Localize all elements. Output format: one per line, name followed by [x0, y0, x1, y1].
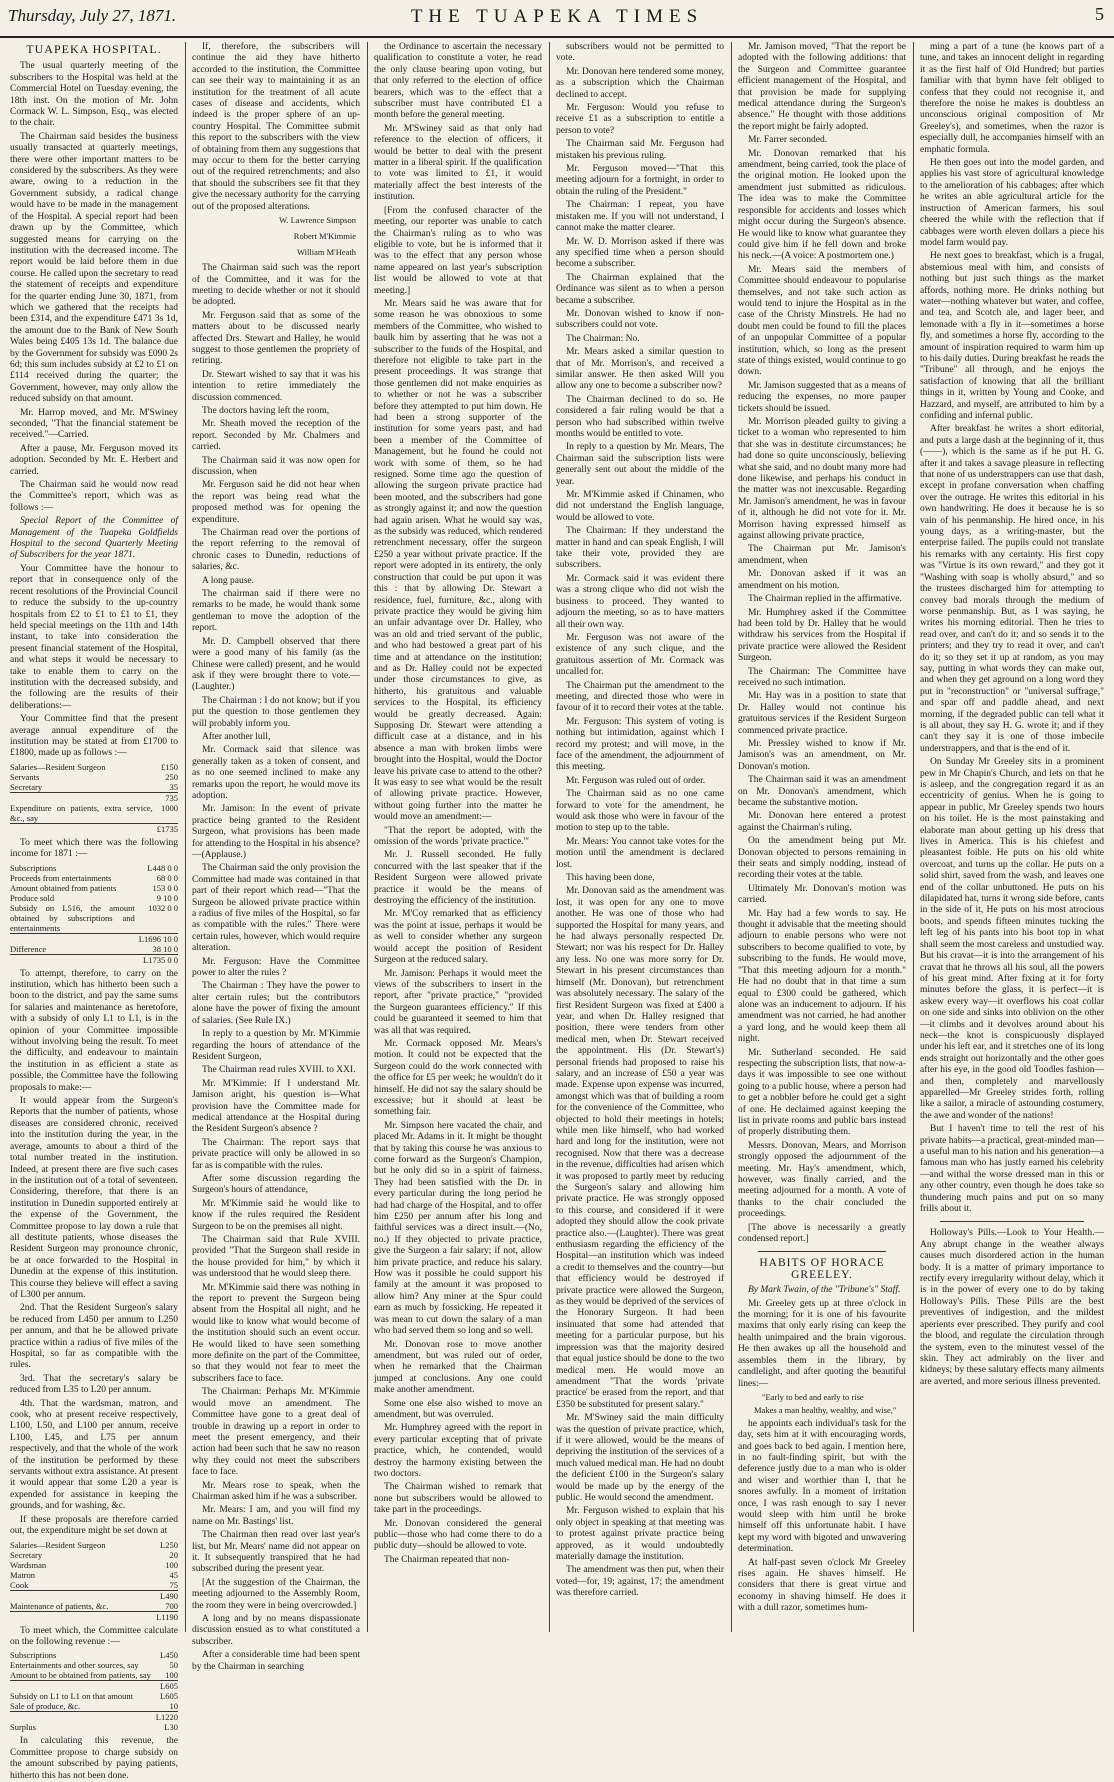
proposed-revenue-table: Subscriptions L450 Entertainments and other sources, say 50 Amount to be obtained from patients, say 100 L605 Subsidy on L1 to L1 on that amount L605 Sale of produce, &c. 10 L1220 Surplus L30: [10, 1650, 178, 1733]
paragraph: Mr. Jamison: In the event of private practice being granted to the Resident Surgeon, what provisions has been made for attending to the Hospital in his absence?—(Applause.): [192, 804, 360, 860]
paragraph: [At the suggestion of the Chairman, the meeting adjourned to the Assembly Room, the room they were in being overcrowded.]: [192, 1577, 360, 1611]
paragraph: In reply to a question by Mr. M'Kimmie regarding the hours of attendance of the Resident Surgeon,: [192, 1029, 360, 1062]
paragraph: Mr. M'Coy remarked that as efficiency was the point at issue, perhaps it would be as well to consider whether any surgeon would accept the position of Resident Surgeon at the reduced salary.: [374, 909, 542, 966]
paragraph: The Chairman repeated that non-: [384, 1554, 510, 1565]
paragraph: Mr. M'Kimmie asked if Chinamen, who did not understand the English language, would be allowed to vote.: [556, 490, 724, 523]
paragraph: The chairman said if there were no remarks to be made, he would thank some gentleman to move the adoption of the report.: [192, 589, 360, 634]
quote-line: "Early to bed and early to rise: [762, 1391, 864, 1402]
paragraph: The Chairman said Mr. Ferguson had mistaken his previous ruling.: [556, 139, 724, 161]
paragraph: 4th. That the wardsman, matron, and cook, who at present receive respectively, L100, L50, and L100 per annum, receive L100, L45, and L75 per annum respectively, and that the whole of the work of the institution be performed by these servants without extra assistance. At present it would appear that some L20 a year is expended for assistance in keeping the grounds, and for washing, &c.: [10, 1398, 178, 1512]
paragraph: The amendment was then put, when their voted—for, 19; against, 17; the amendment was therefore carried.: [556, 1565, 724, 1599]
proposed-expenditure-table: Salaries—Resident Surgeon L250 Secretary 20 Wardsman 100 Matron 45 Cook 75 L490 Maintenance of patients, &c. 700 L1190: [10, 1539, 178, 1622]
paragraph: subscribers would not be permitted to vote.: [556, 42, 724, 64]
paragraph: In reply to a question by Mr. Mears, The Chairman said the subscription lists were generally sent out about the middle of the year.: [556, 442, 724, 487]
paragraph: Mr. Mears asked a similar question to that of Mr. Morrison's, and received a similar answer. He then asked Will you allow any one to become a subscriber now?: [556, 347, 724, 392]
paragraph: Mr. Donovan here tendered some money, as a subscription which the Chairman declined to accept.: [556, 66, 724, 100]
paragraph: Mr. Ferguson was ruled out of order.: [566, 775, 706, 786]
paragraph: On Sunday Mr Greeley sits in a prominent pew in Mr Chapin's Church, and lets on that he is asleep, and the congregation regard it as an eccentricity of genius. When he is going to appear in public, Mr Greeley spends two hours on his toilet. He is the most painstaking and elaborate man about getting up his dress that lives in America. This is his chiefest and pleasantest foible. He puts on his old white overcoat, and turns up the collar. He puts on a solid shirt, saved from the wash, and leaves one end of the collar unbuttoned. He puts on his dilapidated hat, turns it wrong side before, cants in the side of it, He puts on his most atrocious boots, and spends fifteen minutes tucking the left leg of his pants into his boot top in what shall seem the most careless and unstudied way. But his cravat—it is into the arrangement of his cravat that he throws all his soul, all the powers of his great mind. After fixing at it for forty minutes before the glass, it is perfect—it is askew every way—it overflows his coat collar on one side and sinks into oblivion on the other—it climbs and it devolves around about his neck—the knot is conspicuously displayed under his left ear, and it stretches one of its long ends straight out horizontally and the other goes after his eye, in the good old Toodles fashion—and then, completely and marvellously apparelled—Mr Greeley strides forth, rolling like a sailor, a miracle of astounding costumery, the awe and wonder of the nations!: [920, 757, 1104, 1121]
paragraph: The Chairman read rules XVIII. to XXI.: [202, 1065, 356, 1076]
paragraph: The usual quarterly meeting of the subscribers to the Hospital was held at the Commercial Hotel on Tuesday evening, the 18th inst. On the motion of Mr. John Cormack W. L. Simpson, Esq., was elected to the chair.: [10, 61, 178, 129]
paragraph: The Chairman: The Committee have received no such intimation.: [738, 666, 906, 688]
paragraph: This having been done,: [566, 873, 655, 884]
paragraph: the Ordinance to ascertain the necessary qualification to constitute a voter, he read the only clause bearing upon voting, but that only referred to the election of office bearers, which was to the effect that a subscriber must have contributed £1 a month before the general meeting.: [374, 42, 542, 121]
column-rule: [185, 42, 186, 1632]
paragraph: The Chairman wished to remark that none but subscribers would be allowed to take part in the proceedings.: [374, 1482, 542, 1516]
paragraph: "That the report be adopted, with the omission of the words 'private practice.'": [374, 825, 542, 848]
paragraph: Mr. Morrison pleaded guilty to giving a ticket to a woman who represented to him that she was in destitute circumstances; he had done so quite unconsciously, believing what she said, and no doubt many more had done likewise, and perhaps his conduct in the matter was not inexcusable. Regarding Mr. Jamison's amendment, he was in favour of it, although he did not vote for it. Mr. Morrison having expressed himself as against allowing private practice,: [738, 417, 906, 542]
paragraph: On the amendment being put Mr. Donovan objected to persons remaining in their seats and simply nodding, instead of recording their votes at the table.: [738, 836, 906, 881]
column-rule: [549, 42, 550, 1632]
paragraph: But I haven't time to tell the rest of his private habits—a practical, great-minded man—a useful man to his nation and his generation—a famous man who has justly earned his celebrity—and withal the worse dressed man in this or any other country, even though he does take so thundering much pains and put on so many frills about it.: [920, 1124, 1104, 1215]
paragraph: The Chairman replied in the affirmative.: [748, 594, 902, 605]
paragraph: The Chairman said that Rule XVIII. provided "That the Surgeon shall reside in the house provided for him," by which it was understood that he would sleep there.: [192, 1235, 360, 1280]
paragraph: Mr. Ferguson wished to explain that his only object in speaking at that meeting was to protest against private practice being approved, as it would undoubtedly materially damage the institution.: [556, 1506, 724, 1562]
paragraph: The Chairman said it was an amendment on Mr. Donovan's amendment, which became the substantive motion.: [738, 775, 906, 808]
paragraph: Mr. Donovan rose to move another amendment, but was ruled out of order, when he remarked that the Chairman jumped at conclusions. Any one could make another amendment.: [374, 1339, 542, 1396]
paragraph: Mr. Ferguson moved—"That this meeting adjourn for a fortnight, in order to obtain the ruling of the President.": [556, 164, 724, 197]
page-number: 5: [1095, 4, 1104, 24]
column-5: [738, 42, 906, 1632]
holloway-advertisement: Holloway's Pills.—Look to Your Health.—Any abrupt change in the weather always causes much disordered action in the human body. It is a matter of primary importance to rectify every irregularity without delay, which it is in the power of every one to do by taking Holloway's Pills. These Pills are the best preventives of indigestion, and the mildest aperients ever prescribed. They purify and cool the blood, and regulate the circulation through the system, even to the minutest vessel of the skin. They act admirably on the liver and kidneys; by these salutary effects many ailments are averted, and more serious illness prevented.: [920, 1228, 1104, 1387]
paragraph: Mr. Ferguson: Would you refuse to receive £1 as a subscription to entitle a person to vote?: [556, 103, 724, 136]
paragraph: Mr. Sutherland seconded. He said respecting the subscription lists, that now-a-days it was impossible to see one without going to a public house, where a person had to get a nobbler before he could get a sight of one. He declaimed against keeping the list in private rooms and public bars instead of properly distributing them.: [738, 1047, 906, 1138]
paragraph: Mr. Donovan remarked that his amendment, being carried, took the place of the original motion. He looked upon the amendment just submitted as ridiculous. The idea was to make the Committee responsible for accidents and losses which might occur during the Surgeon's absence. He would like to know what guarantee they could give him if he fell down and broke his neck.—(A voice: A postmortem one.): [738, 148, 906, 262]
paragraph: Mr. M'Kimmie: If I understand Mr. Jamison aright, his question is—What provision have the Committee made for medical attendance at the Hospital during the Resident Surgeon's absence ?: [192, 1078, 360, 1135]
paragraph: Mr. Cormack said it was evident there was a strong clique who did not wish the business to proceed. They wanted to adjourn the meeting, so as to have matters all their own way.: [556, 573, 724, 630]
paragraph: After a considerable time had been spent by the Chairman in searching: [192, 1650, 360, 1672]
article-heading-greeley: HABITS OF HORACE GREELEY.: [759, 1257, 885, 1281]
paragraph: Mr. Mears said he was aware that for some reason he was obnoxious to some members of the Committee, who wished to baulk him by asserting that he was not a subscriber to the funds of the Hospital, and therefore not eligible to take part in the present proceedings. It was strange that those gentlemen did not make enquiries as to whether or not he was a subscriber before they attempted to put him down. He had been a strong supporter of the institution for some years past, and had been a member of the Committee of Management, but he found he could not work with some of them, so he had resigned. Some time ago the question of allowing the surgeon private practice had been mooted, and the subscribers had gone as strongly against it; and now the question had again arisen. What he would say was, as the subsidy was reduced, which rendered retrenchment necessary, offer the surgeon £250 a year without private practice. If the report were adopted in its entirety, the only construction that could be put upon it was this : that by allowing Dr. Stewart a residence, fuel, furniture, &c., along with private practice they would be giving him an unfair advantage over Dr. Halley, who was an old and tried servant of the public, and who had bestowed a great part of his time and at attendance on the institution; and as Dr. Halley could not be expected under those circumstances to give, as hitherto, his gratuitous and valuable services to the Hospital, its efficiency would be greatly decreased. Again: Supposing Dr. Stewart were attending a difficult case at a distance, and in his absence a man with broken limbs were brought into the Hospital, would the Doctor leave his private case to attend to the other? It was easy to see what would be the result of allowing private practice. However, without going further into the matter he would move an amendment:—: [374, 298, 542, 823]
paragraph: Mr. Ferguson was not aware of the existence of any such clique, and the gratuitous assertion of Mr. Cormack was uncalled for.: [556, 632, 724, 678]
paragraph: Mr. Hay had a few words to say. He thought it advisable that the meeting should adjourn to enable persons who were not subscribers to become qualified to vote, by subscribing to the funds. He would move, "That this meeting adjourn for a month." He had no doubt that in that time a sum equal to £300 could be gathered, which alone was an inducement to adjourn. If his amendment was not carried, he had another a yard long, and he would keep them all night.: [738, 908, 906, 1045]
paragraph: Mr. Donovan asked if it was an amendment on his motion.: [738, 569, 906, 591]
paragraph: He then goes out into the model garden, and applies his vast store of agricultural knowledge to the amelioration of his cabbages; after which he writes an able agricultural article for the instruction of American farmers, his soul cheered the while with the reflection that if cabbages were worth eleven dollars a piece his model farm would pay.: [920, 158, 1104, 248]
paragraph: Mr. Jamison suggested that as a means of reducing the expenses, no more pauper tickets should be issued.: [738, 380, 906, 414]
paragraph: If, therefore, the subscribers will continue the aid they have hitherto accorded to the institution, the Committee can see their way to maintaining it as an institution for the treatment of all acute cases of disease and accidents, which indeed is the proper sphere of an up-country Hospital. The Committee submit this report to the subscribers with the view of obtaining from them any suggestions that may occur to them for the better carrying out of the required retrenchments; and also that should the subscribers see fit that they give the necessary authority for the carrying out of the proposed alterations.: [192, 42, 360, 212]
paragraph: If these proposals are therefore carried out, the expenditure might be set down at: [10, 1514, 178, 1537]
paragraph: To attempt, therefore, to carry on the institution, which has hitherto been such a boon to the district, and pay the same sums for salaries and maintenance as heretofore, with a subsidy of only L1 to L1, is in the opinion of your Committee impossible without involving being the result. To meet the difficulty, and endeavour to maintain the institution in as efficient a state as possible, the Committee have the following proposals to make:—: [10, 968, 178, 1093]
signature: William M'Heath: [296, 247, 356, 258]
paragraph: To meet which there was the following income for 1871 :—: [10, 837, 178, 860]
paragraph: At half-past seven o'clock Mr Greeley rises again. He shaves himself. He considers that there is great virtue and economy in shaving himself. He does it with a dull razor, sometimes hum-: [738, 1557, 906, 1614]
paragraph: In calculating this revenue, the Committee propose to charge subsidy on the amount subscribed by paying patients, hitherto this has not been done.: [10, 1736, 178, 1781]
column-2: [192, 42, 360, 1672]
paragraph: After some discussion regarding the Surgeon's hours of attendance,: [192, 1173, 360, 1196]
paragraph: Some one else also wished to move an amendment, but was overruled.: [374, 1398, 542, 1420]
column-3: [374, 42, 542, 1632]
paragraph: The Chairman said it was now open for discussion, when: [192, 455, 360, 477]
paragraph: The doctors having left the room,: [202, 405, 330, 416]
paragraph: Mr. Mears: You cannot take votes for the motion until the amendment is declared lost.: [556, 836, 724, 870]
paragraph: 2nd. That the Resident Surgeon's salary be reduced from L450 per annum to L250 per annum, and that he be allowed private practice within a radius of five miles of the Hospital, so far as compatible with the rules.: [10, 1303, 178, 1371]
paragraph: Mr. Simpson here vacated the chair, and placed Mr. Adams in it. It might be thought that by taking this course he was anxious to come forward as the Surgeon's Champion, but he only did so in a spirit of fairness. They had been satisfied with the Dr. in every particular during the long period he had had charge of the Hospital, and to offer him £250 per annum after his long and faithful services was a direct insult.—(No, no.) If they objected to private practice, give the Surgeon a fair salary; if not, allow him private practice, and reduce his salary. How was it possible he could support his family at the amount it was proposed to allow him? Any miner at the Spur could earn as much by fossicking. He repeated it was mean to cut down the salary of a man who had served them so long and so well.: [374, 1120, 542, 1337]
issue-date: Thursday, July 27, 1871.: [8, 6, 177, 25]
paragraph: [The above is necessarily a greatly condensed report.]: [738, 1222, 906, 1245]
paragraph: The Chairman said such was the report of the Committee, and it was for the meeting to decide whether or not it should be adopted.: [192, 263, 360, 308]
expenditure-table: Salaries—Resident Surgeon £150 Servants 250 Secretary 35 735 Expenditure on patients, extra service, &c., say 1000 £1735: [10, 761, 178, 834]
paragraph: Mr. Cormack opposed Mr. Mears's motion. It could not be expected that the Surgeon could do the work connected with the office for £5 per week; he wouldn't do it himself. He did not say the salary should be excessive; but it should at least be something fair.: [374, 1038, 542, 1118]
paragraph: Mr. Cormack said that silence was generally taken as a token of consent, and as no one seemed inclined to make any remarks upon the report, he would move its adoption.: [192, 745, 360, 801]
paragraph: To meet which, the Committee calculate on the following revenue :—: [10, 1625, 178, 1647]
paragraph: Mr. Donovan here entered a protest against the Chairman's ruling.: [738, 811, 906, 833]
income-table: Subscriptions L448 0 0 Proceeds from entertainments 68 0 0 Amount obtained from patients 153 0 0 Produce sold 9 10 0 Subsidy on L516, the amount obtained by subscriptions and entertainments 1032 0 0 L1696 10 0 Difference 38 10 0 L1735 0 0: [10, 862, 178, 965]
column-1: [10, 42, 178, 1781]
paragraph: Dr. Stewart wished to say that it was his intention to retire immediately the discussion commenced.: [192, 369, 360, 403]
paragraph: He next goes to breakfast, which is a frugal, abstemious meal with him, and consists of nothing but just such things as the market affords, nothing more. He drinks nothing but water—nothing whatever but water, and coffee, and tea, and Scotch ale, and lager beer, and lemonade with a fly in it—sometimes a horse fly, and sometimes a horse fly, according to the amount of inspiration required to warm him up to his daily duties. During breakfast he reads the "Tribune" all through, and he enjoys the satisfaction of knowing that all the brilliant things in it, written by Young and Cooke, and Hazzard, and myself, are attributed to him by a confiding and infernal public.: [920, 251, 1104, 421]
paragraph: Mr. Mears: I am, and you will find my name on Mr. Bastings' list.: [192, 1505, 360, 1527]
paragraph: A long and by no means dispassionate discussion ensued as to what constituted a subscriber.: [192, 1614, 360, 1647]
paragraph: Mr. Ferguson: Have the Committee power to alter the rules ?: [192, 956, 360, 979]
paragraph: Mr. M'Swiney said as that only had reference to the election of officers, it would be better to deal with the present matter in a liberal spirit. If the qualification to vote was limited to £1, it would materially affect the best interests of the institution.: [374, 123, 542, 203]
paragraph: Mr. W. D. Morrison asked if there was any specified time when a person should become a subscriber.: [556, 236, 724, 270]
column-rule: [731, 42, 732, 1632]
paragraph: The Chairman : They have the power to alter certain rules; but the contributors alone have the power of fixing the amount of salaries. (See Rule IX.): [192, 981, 360, 1026]
report-title: Special Report of the Committee of Management of the Tuapeka Goldfields Hospital to the second Quarterly Meeting of Subscribers for the year 1871.: [10, 516, 178, 561]
newspaper-title: THE TUAPEKA TIMES: [410, 6, 704, 27]
paragraph: he appoints each individual's task for the day, sets him at it with encouraging words, and goes back to bed again. I mention here, in no fault-finding spirit, but with the deference justly due to a man who is older and wiser and worthier than I, that he snores awfully. In a moment of irritation once, I was rash enough to say I never would sleep with him until he broke himself off this unfortunate habit. I have kept my word with bigoted and unwavering determination.: [738, 1418, 906, 1555]
paragraph: The Chairman said besides the business usually transacted at quarterly meetings, there were other important matters to be considered by the subscribers. As they were aware, owing to a reduction in the Government subsidy, a radical change would have to be made in the management of the Hospital. A special report had been drawn up by the Committee, which suggested means for carrying on the institution with the decreased income. The report would be laid before them in due course. He called upon the secretary to read the statement of receipts and expenditure for the quarter ending June 30, 1871, from which we gathered that the receipts had been £314, and the expenditure £471 3s 1d, the amount due to the Bank of New South Wales being £405 13s 1d. The balance due by the Government for subsidy was £090 2s 6d; this sum includes subsidy at £2 to £1 on £114 received during the quarter; the Government, however, may only allow the reduced subsidy on that amount.: [10, 131, 178, 405]
paragraph: Mr. Humphrey agreed with the report in every particular excepting that of private practice, which, he contended, would destroy the harmony existing between the two doctors.: [374, 1423, 542, 1479]
paragraph: Ultimately Mr. Donovan's motion was carried.: [738, 883, 906, 906]
paragraph: Mr. Donovan said as the amendment was lost, it was open for any one to move another. He was one of those who had supported the Hospital for many years, and he had always personally respected Dr. Stewart; nor was his respect for Dr. Halley any less. No one was more sorry for Dr. Stewart in his present circumstances than himself (Mr. Donovan), but retrenchment was absolutely necessary. The salary of the first Resident Surgeon was fixed at £400 a year, and when Dr. Halley resigned that position, there were tenders from other medical men, when Dr. Stewart received the appointment. His (Dr. Stewart's) personal friends had proposed to raise his salary, and an increase of £50 a year was made. Expense upon expense was incurred, amongst which was that of building a room for the convenience of the Committee, who objected to hold their meetings in hotels; while men like himself, who had worked hard and long for the institution, were not recognised. Now that there was a decrease in the revenue, difficulties had arisen which it was proposed to partly meet by reducing the Surgeon's salary and allowing him private practice. He was strongly opposed to this course, and considered if it were adopted they should allow the cook private practice also.—(Laughter). There was great enthusiasm regarding the efficiency of the Hospital—an institution which was indeed a credit to themselves and the country—but that efficiency would be destroyed if private practice were allowed the Surgeon, as they would be deprived of the services of the Honorary Surgeon. It had been insinuated that some had attended that meeting for a particular purpose, but his impression was that the majority desired that equal justice should be done to the two medical men. He would move an amendment "That the words 'private practice' be erased from the report, and that £350 be substituted for present salary.": [556, 886, 724, 1410]
paragraph: Mr. Donovan wished to know if non-subscribers could not vote.: [556, 308, 724, 331]
paragraph: After a pause, Mr. Ferguson moved its adoption. Seconded by Mr. E. Herbert and carried.: [10, 443, 178, 477]
paragraph: A long pause.: [202, 575, 254, 586]
paragraph: Mr. Ferguson: This system of voting is nothing but intimidation, against which I record my protest; and will move, in the face of the amendment, the adjournment of this meeting.: [556, 716, 724, 773]
paragraph: Mr. Hay was in a position to state that Dr. Halley would not continue his gratuitous services if the Resident Surgeon commenced private practice.: [738, 691, 906, 736]
paragraph: The Chairman: No.: [566, 333, 640, 344]
paragraph: Mr. Pressley wished to know if Mr. Jamison's was an amendment, on Mr. Donovan's motion.: [738, 738, 906, 772]
paragraph: The Chairman put Mr. Jamison's amendment, when: [738, 544, 906, 566]
paragraph: The Chairman explained that the Ordinance was silent as to when a person became a subscriber.: [556, 272, 724, 306]
paragraph: Mr. D. Campbell observed that there were a good many of his family (as the Chinese were called) present, and he would ask if they were brought there to vote.—(Laughter.): [192, 636, 360, 693]
paragraph: Mr. M'Kimmie said there was nothing in the report to prevent the Surgeon being absent from the Hospital all night, and he would like to know what would become of the institution should such an event occur. He would liked to have seen something more definite on the part of the Committee, so that they would not fear to meet the subscribers face to face.: [192, 1282, 360, 1384]
paragraph: [From the confused character of the meeting, our reporter was unable to catch the Chairman's ruling as to who was eligible to vote, but he is informed that it was to the effect that any person whose name appeared on last year's subscription list would be allowed to vote at that meeting.]: [374, 205, 542, 296]
paragraph: Messrs. Donovan, Mears, and Morrison strongly opposed the adjournment of the meeting. Mr. Hay's amendment, which, however, was finally carried, and the meeting adjourned for a month. A vote of thanks to the chair concluded the proceedings.: [738, 1140, 906, 1220]
column-rule: [913, 42, 914, 1632]
paragraph: Mr. Humphrey asked if the Committee had been told by Dr. Halley that he would withdraw his services from the Hospital if private practice were allowed the Resident Surgeon.: [738, 607, 906, 664]
paragraph: After breakfast he writes a short editorial, and puts a large dash at the beginning of it, thus (——), which is the same as if he put H. G. after it and takes a savage pleasure in reflecting that none of us understrappers can use that dash, except in profane conversation when chaffing over the outrage. He writes this editorial in his own handwriting. He does it because he is so vain of his penmanship. He hired once, in his young days, as a writing-master, but the enterprise failed. The pupils could not translate his remarks with any certainty. His first copy was "Virtue is its own reward," and they got it "Washing with soap is wholly absurd," and so the trustees discharged him for attempting to convey bad morals through the medium of worse penmanship. But, as I was saying, he writes his morning editorial. Then he tries to read over, and can't do it; and so sends it to the printers; and they try to read it over, and can't do it; so they set it up at random, as you may say, putting in what words they can make out, and when they get aground on a long word they put in "reconstruction" or "universal suffrage," and spar off and paddle ahead, and next morning, if the degraded public can tell what it is all about, they say H. G. wrote it; and if they can't they say it is one of those imbecile understrappers, and that is the end of it.: [920, 424, 1104, 754]
paragraph: The Chairman said he would now read the Committee's report, which was as follows :—: [10, 480, 178, 513]
paragraph: Mr. J. Russell seconded. He fully concurred with the last speaker that if the Resident Surgeon were allowed private practice it would be the means of destroying the efficiency of the institution.: [374, 850, 542, 907]
paragraph: Mr. Greeley gets up at three o'clock in the morning; for it is one of his favourite maxims that only early rising can keep the health unimpaired and the brain vigorous. He then awakes up all the household and assembles them in the library, by candlelight, and after quoting the beautiful lines:—: [738, 1298, 906, 1389]
paragraph: The Chairman said as no one came forward to vote for the amendment, he would ask those who were in favour of the motion to step up to the table.: [556, 789, 724, 834]
paragraph: Mr. Jamison moved, "That the report be adopted with the following additions: that the Surgeon and Committee guarantee efficient management of the Hospital, and that provision be made for supplying medical attendance during the Surgeon's absence." He thought with those additions the report might be fairly adopted.: [738, 42, 906, 132]
paragraph: Mr. Sheath moved the reception of the report. Seconded by Mr. Chalmers and carried.: [192, 419, 360, 453]
paragraph: Mr. Ferguson said he did not hear when the report was being read what the proposed method was for opening the expenditure.: [192, 480, 360, 525]
paragraph: Mr. Donovan considered the general public—those who had come there to do a public duty—should be allowed to vote.: [374, 1518, 542, 1552]
quote-line: Makes a man healthy, wealthy, and wise,": [754, 1405, 897, 1416]
paragraph: Mr. Jamison: Perhaps it would meet the views of the subscribers to insert in the report, after "private practice," "provided the Surgeon guarantees efficiency." If this could be guaranteed it seemed to him that was all that was required.: [374, 968, 542, 1036]
paragraph: The Chairman: The report says that private practice will only be allowed in so far as is compatible with the rules.: [192, 1137, 360, 1171]
column-4: [556, 42, 724, 1632]
signature: Robert M'Kimmie: [293, 231, 356, 242]
paragraph: The Chairman : I do not know; but if you put the question to those gentlemen they will probably inform you.: [192, 695, 360, 729]
article-heading-hospital: TUAPEKA HOSPITAL.: [26, 42, 162, 56]
paragraph: The Chairman put the amendment to the meeting, and directed those who were in favour of it to record their votes at the table.: [556, 680, 724, 714]
column-6: [920, 42, 1104, 1632]
section-divider: [758, 1251, 886, 1252]
paragraph: Mr. M'Kimmie said he would like to know if the rules required the Resident Surgeon to be on the premises all night.: [192, 1198, 360, 1232]
paragraph: The Chairman read over the portions of the report referring to the removal of chronic cases to Dunedin, reductions of salaries, &c.: [192, 528, 360, 573]
paragraph: Mr. Mears rose to speak, when the Chairman asked him if he was a subscriber.: [192, 1480, 360, 1502]
byline: By Mark Twain, of the "Tribune's" Staff.: [748, 1285, 901, 1296]
paragraph: Mr. Mears said the members of Committee should endeavour to popularise themselves, and not take such action as would tend to injure the Hospital as in the case of the Christy Minstrels. He had no doubt men could be found to fill the places of an unpopular Committee of a popular institution, which, so long as the present state of things existed, would continue to go down.: [738, 264, 906, 378]
paragraph: Mr. Harrop moved, and Mr. M'Swiney seconded, "That the financial statement be received."—Carried.: [10, 407, 178, 441]
paragraph: Your Committee have the honour to report that in consequence only of the recent resolutions of the Provincial Council to reduce the subsidy to the up-country hospitals from £2 to £1 to £1 to £1, they held special meetings on the 11th and 14th instant, to take into consideration the present financial statement of the Hospital, and what steps it would be necessary to take to enable them to carry on the institution with the decreased subsidy, and the following are the results of their deliberations:—: [10, 563, 178, 711]
paragraph: Mr. Ferguson said that as some of the matters about to be discussed nearly affected Drs. Stewart and Halley, he would suggest to those gentlemen the propriety of retiring.: [192, 310, 360, 367]
paragraph: The Chairman declined to do so. He considered a fair ruling would be that a person who had subscribed within twelve months would be entitled to vote.: [556, 394, 724, 439]
paragraph: The Chairman: I repeat, you have mistaken me. If you will not understand, I cannot make the matter clearer.: [556, 200, 724, 234]
paragraph: ming a part of a tune (he knows part of a tune, and takes an innocent delight in regarding it as the first half of Old Hundred; but parties familiar with that hymn have felt obliged to confess that they could not recognise it, and therefore the noise he makes is doubtless an unconscious original composition of Mr Greeley's), and sometimes, when the razor is especially dull, he accompanies himself with an emphatic formula.: [920, 42, 1104, 155]
paragraph: The Chairman then read over last year's list, but Mr. Mears' name did not appear on it. It subsequently transpired that he had subscribed during the present year.: [192, 1530, 360, 1575]
paragraph: It would appear from the Surgeon's Reports that the number of patients, whose diseases are considered chronic, received into the institution during the year, in the average, amounts to about a third of the total number treated in the institution. Indeed, at present there are five such cases in the institution out of a total of seventeen. Considering, therefore, that there is an institution in Dunedin supported entirely at the expense of the Government, the Committee propose to lay down a rule that all destitute patients, whose diseases the Resident Surgeon may pronounce chronic, be at once forwarded to the Hospital in Dunedin at the expense of this institution. This course they believe will effect a saving of L300 per annum.: [10, 1096, 178, 1300]
paragraph: After another lull,: [202, 731, 271, 742]
masthead: [0, 0, 1114, 38]
paragraph: 3rd. That the secretary's salary be reduced from L35 to L20 per annum.: [10, 1373, 178, 1396]
paragraph: The Chairman: Perhaps Mr. M'Kimmie would move an amendment. The Committee have gone to a great deal of trouble in drawing up a report in order to meet the present emergency, and their action had been such that he saw no reason why they could not meet the subscribers face to face.: [192, 1387, 360, 1478]
section-divider: [940, 1221, 1084, 1222]
paragraph: Mr. Farrer seconded.: [748, 135, 828, 146]
signature: W. Lawrence Simpson: [279, 215, 356, 226]
paragraph: Mr. M'Swiney said the main difficulty was the question of private practice, which, if it were allowed, would be the means of depriving the institution of the services of a much valued medical man. He had no doubt the deficient £100 in the Surgeon's salary would be made up by the energy of the public. He would second the amendment.: [556, 1413, 724, 1503]
paragraph: The Chairman: If they understand the matter in hand and can speak English, I will take their vote, provided they are subscribers.: [556, 526, 724, 571]
column-rule: [367, 42, 368, 1632]
paragraph: The Chairman said the only provision the Committee had made was contained in that part of their report which read—"That the Surgeon be allowed private practice within a radius of five miles of the Hospital, so far as compatible with the rules." There were certain rules, however, which would require alteration.: [192, 863, 360, 954]
paragraph: Your Committee find that the present average annual expenditure of the institution may be stated at from £1700 to £1800, made up as follows :—: [10, 714, 178, 759]
